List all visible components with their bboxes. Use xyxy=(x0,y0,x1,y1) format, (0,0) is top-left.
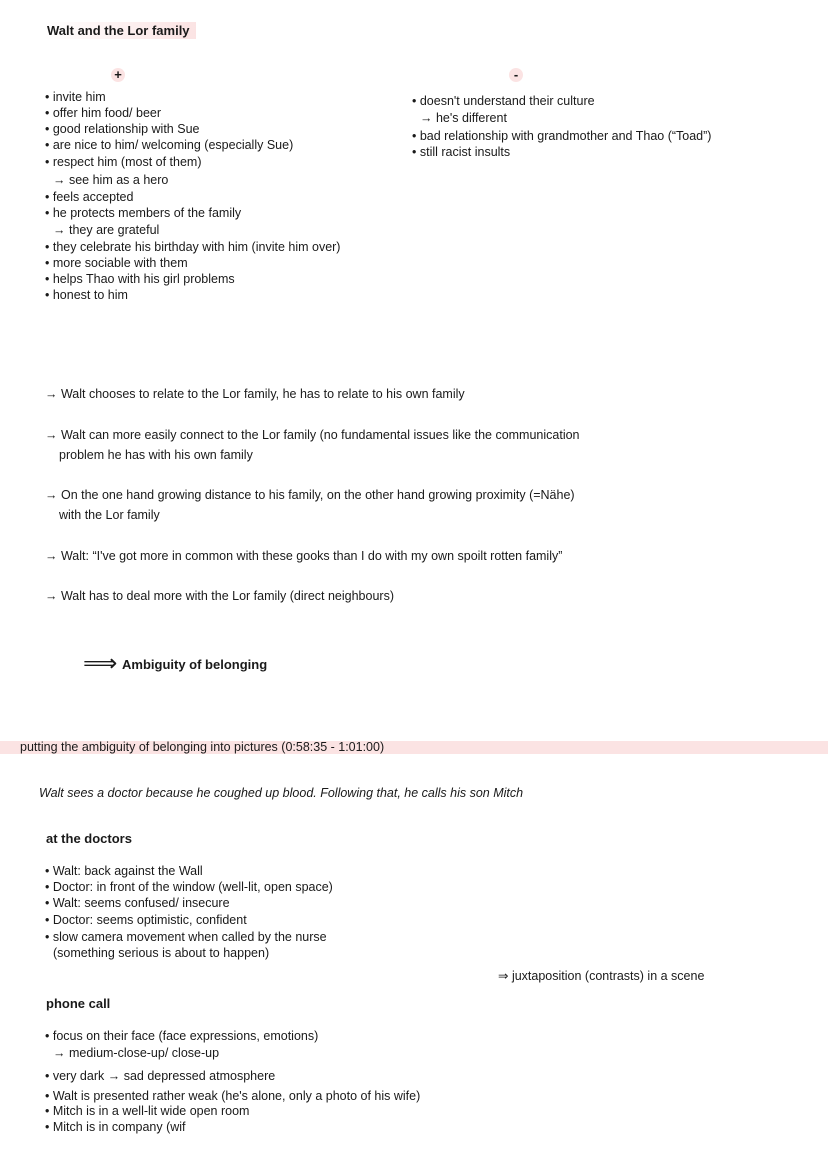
list-item: • Doctor: in front of the window (well-lit, open space) xyxy=(45,880,333,894)
note-line: problem he has with his own family xyxy=(59,448,253,462)
note-line: with the Lor family xyxy=(59,508,160,522)
list-item: • Walt: seems confused/ insecure xyxy=(45,896,230,910)
list-item: • Walt: back against the Wall xyxy=(45,864,203,878)
list-item: • slow camera movement when called by the nurse xyxy=(45,930,327,944)
list-item: • they celebrate his birthday with him (invite him over) xyxy=(45,240,341,254)
list-item: • still racist insults xyxy=(412,145,511,159)
double-arrow-icon: ⟹ xyxy=(83,650,118,677)
section-title: putting the ambiguity of belonging into pictures (0:58:35 - 1:01:00) xyxy=(20,740,385,754)
note-line: → On the one hand growing distance to his family, on the other hand growing proximity (=Nähe) xyxy=(45,488,575,502)
list-item: • offer him food/ beer xyxy=(45,106,162,120)
list-item: → medium-close-up/ close-up xyxy=(53,1046,220,1060)
list-item: → he's different xyxy=(420,111,507,125)
note-line: → Walt: “I've got more in common with these gooks than I do with my own spoilt rotten family” xyxy=(45,549,563,563)
plus-marker: + xyxy=(111,68,125,82)
list-item: • Mitch is in company (wif xyxy=(45,1120,186,1134)
list-item: • Doctor: seems optimistic, confident xyxy=(45,913,247,927)
list-item: • very dark → sad depressed atmosphere xyxy=(45,1069,276,1083)
list-item: • good relationship with Sue xyxy=(45,122,200,136)
conclusion-text: Ambiguity of belonging xyxy=(122,657,268,672)
list-item: • helps Thao with his girl problems xyxy=(45,272,235,286)
list-item: → see him as a hero xyxy=(53,173,169,187)
list-item: • he protects members of the family xyxy=(45,206,242,220)
list-item: • respect him (most of them) xyxy=(45,155,202,169)
minus-marker: - xyxy=(509,68,523,82)
page-title: Walt and the Lor family xyxy=(44,22,196,39)
list-item: • more sociable with them xyxy=(45,256,188,270)
list-item: • Mitch is in a well-lit wide open room xyxy=(45,1104,250,1118)
list-item: • invite him xyxy=(45,90,106,104)
note-line: → Walt can more easily connect to the Lor family (no fundamental issues like the communication xyxy=(45,428,580,442)
note-line: → Walt chooses to relate to the Lor family, he has to relate to his own family xyxy=(45,387,465,401)
intro-text: Walt sees a doctor because he coughed up blood. Following that, he calls his son Mitch xyxy=(39,786,524,800)
list-item: • honest to him xyxy=(45,288,128,302)
list-item: • bad relationship with grandmother and Thao (“Toad”) xyxy=(412,129,712,143)
list-item: • doesn't understand their culture xyxy=(412,94,595,108)
phone-heading: phone call xyxy=(46,996,111,1011)
list-item: • are nice to him/ welcoming (especially Sue) xyxy=(45,138,294,152)
list-item: → they are grateful xyxy=(53,223,160,237)
list-item: (something serious is about to happen) xyxy=(53,946,270,960)
juxtaposition-note: ⇒ juxtaposition (contrasts) in a scene xyxy=(498,969,705,983)
list-item: • focus on their face (face expressions, emotions) xyxy=(45,1029,319,1043)
list-item: • Walt is presented rather weak (he's alone, only a photo of his wife) xyxy=(45,1089,421,1103)
note-line: → Walt has to deal more with the Lor family (direct neighbours) xyxy=(45,589,394,603)
list-item: • feels accepted xyxy=(45,190,134,204)
doctors-heading: at the doctors xyxy=(46,831,132,846)
